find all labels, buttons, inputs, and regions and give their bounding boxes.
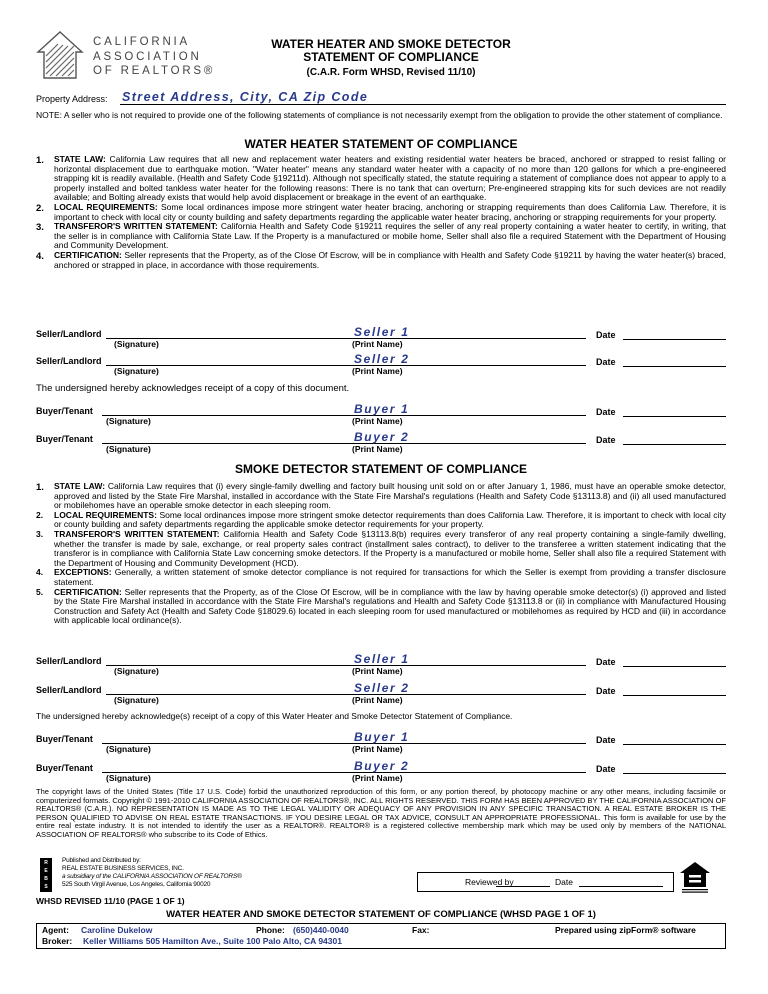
signature-label: (Signature) [114, 695, 159, 705]
car-logo-text [93, 35, 215, 79]
buyer-tenant-label: Buyer/Tenant [36, 763, 93, 773]
reviewed-by-box [417, 872, 674, 892]
signature-label: (Signature) [106, 744, 151, 754]
signature-line[interactable] [102, 772, 586, 773]
wh-item-2 [36, 203, 726, 222]
signature-label: (Signature) [114, 666, 159, 676]
wh-acknowledgement: The undersigned hereby acknowledges receipt of a copy of this document. [36, 383, 350, 394]
buyer-2-name[interactable]: Buyer 2 [354, 430, 410, 444]
sd-item-heading: EXCEPTIONS: [54, 567, 112, 578]
logo-line-2: ASSOCIATION [93, 50, 202, 63]
reviewed-by-label: Reviewed by [465, 877, 514, 887]
wh-buyer-2-signature-row [36, 430, 726, 460]
prepared-using: Prepared using zipForm® software [555, 925, 696, 935]
wh-item-1 [36, 155, 726, 203]
sd-item-number: 2. [36, 509, 44, 520]
date-line[interactable] [623, 366, 726, 367]
date-line[interactable] [623, 666, 726, 667]
date-label: Date [596, 357, 616, 367]
rebs-logo-icon: R E B S [40, 858, 52, 892]
signature-label: (Signature) [114, 339, 159, 349]
sd-item-heading: LOCAL REQUIREMENTS: [54, 509, 157, 520]
sd-item-5 [36, 588, 726, 626]
signature-line[interactable] [106, 694, 586, 695]
wh-item-heading: TRANSFEROR'S WRITTEN STATEMENT: [54, 221, 218, 232]
buyer-2-name[interactable]: Buyer 2 [354, 759, 410, 773]
date-label: Date [596, 657, 616, 667]
broker-value: Keller Williams 505 Hamilton Ave., Suite 100 Palo Alto, CA 94301 [83, 936, 342, 946]
date-label: Date [596, 735, 616, 745]
sd-acknowledgement: The undersigned hereby acknowledge(s) receipt of a copy of this Water Heater and Smoke Detector Statement of Compliance. [36, 711, 513, 721]
wh-item-heading: LOCAL REQUIREMENTS: [54, 201, 158, 212]
date-label: Date [596, 407, 616, 417]
sd-item-1 [36, 482, 726, 511]
wh-seller-2-signature-row [36, 352, 726, 382]
sd-item-number: 5. [36, 586, 44, 597]
sd-item-text: California Health and Safety Code §13113.8(b) requires every transferor of any real property containing a single-family dwelling, whether the transfer is made by sale, exchange, or real property sales contract (installment sales contract), to deliver to the transferee a written statement indicating that the transferor is in compliance with California State Law concerning smoke detectors. If the Property is a manufactured or mobile home, Seller shall also file a required Statement with the Department of Housing and Community Development (HCD). [54, 528, 726, 568]
signature-line[interactable] [106, 365, 586, 366]
buyer-1-name[interactable]: Buyer 1 [354, 402, 410, 416]
wh-item-number: 3. [36, 222, 44, 234]
copyright-notice: The copyright laws of the United States (Title 17 U.S. Code) forbid the unauthorized reproduction of this form, or any portion thereof, by photocopy machine or any other means, including facsimile or computerized formats. Copyright © 1991-2010 CALIFORNIA ASSOCIATION OF REALTORS®, INC. ALL RIGHTS RESERVED. THIS FORM HAS BEEN APPROVED BY THE CALIFORNIA ASSOCIATION OF REALTORS® (C.A.R.). NO REPRESENTATION IS MADE AS TO THE LEGAL VALIDITY OR ADEQUACY OF ANY PROVISION IN ANY SPECIFIC TRANSACTION. A REAL ESTATE BROKER IS THE PERSON QUALIFIED TO ADVISE ON REAL ESTATE TRANSACTIONS. IF YOU DESIRE LEGAL OR TAX ADVICE, CONSULT AN APPROPRIATE PROFESSIONAL. This form is available for use by the entire real estate industry. It is not intended to identify the user as a REALTOR®. REALTOR® is a registered collective membership mark which may be used only by members of the NATIONAL ASSOCIATION OF REALTORS® who subscribe to its Code of Ethics. [36, 787, 726, 839]
publisher-line-3: a subsidiary of the CALIFORNIA ASSOCIATION OF REALTORS® [62, 873, 242, 880]
sd-item-heading: CERTIFICATION: [54, 586, 122, 597]
sd-item-text: Some local ordinances impose more stringent smoke detector requirements than does California Law. Therefore, it is important to check with local city or county building and safety departments regarding the applicable smoke detector requirements for your property. [54, 509, 726, 530]
title-line-2: STATEMENT OF COMPLIANCE [303, 50, 479, 64]
sd-item-heading: STATE LAW: [54, 481, 106, 491]
water-heater-items [36, 155, 726, 270]
print-name-label: (Print Name) [352, 444, 403, 454]
print-name-label: (Print Name) [352, 366, 403, 376]
signature-line[interactable] [102, 443, 586, 444]
reviewed-by-line[interactable] [496, 886, 550, 887]
seller-1-name[interactable]: Seller 1 [354, 325, 410, 339]
signature-line[interactable] [102, 743, 586, 744]
smoke-detector-section-title: SMOKE DETECTOR STATEMENT OF COMPLIANCE [234, 462, 527, 476]
sd-item-number: 1. [36, 482, 44, 493]
wh-item-heading: CERTIFICATION: [54, 249, 122, 260]
property-address-row [36, 90, 726, 106]
seller-2-name[interactable]: Seller 2 [354, 352, 410, 366]
buyer-1-name[interactable]: Buyer 1 [354, 730, 410, 744]
print-name-label: (Print Name) [352, 666, 403, 676]
seller-landlord-label: Seller/Landlord [36, 356, 102, 366]
date-line[interactable] [623, 444, 726, 445]
form-id: (C.A.R. Form WHSD, Revised 11/10) [306, 67, 476, 78]
sd-item-number: 3. [36, 528, 44, 539]
date-label: Date [596, 435, 616, 445]
car-logo [36, 26, 236, 86]
wh-item-number: 1. [36, 155, 44, 166]
publisher-text [62, 857, 242, 889]
signature-line[interactable] [106, 338, 586, 339]
wh-buyer-1-signature-row [36, 402, 726, 432]
date-line[interactable] [623, 695, 726, 696]
fax-label: Fax: [412, 925, 430, 935]
seller-1-name[interactable]: Seller 1 [354, 652, 410, 666]
print-name-label: (Print Name) [352, 695, 403, 705]
date-label: Date [596, 330, 616, 340]
buyer-tenant-label: Buyer/Tenant [36, 434, 93, 444]
form-title [236, 38, 546, 78]
revision-label: WHSD REVISED 11/10 (PAGE 1 OF 1) [36, 896, 185, 906]
wh-item-number: 4. [36, 250, 44, 262]
sd-seller-2-signature-row [36, 681, 726, 711]
signature-label: (Signature) [106, 444, 151, 454]
review-date-line[interactable] [579, 886, 663, 887]
wh-item-text: California Law requires that all new and replacement water heaters and existing residential water heaters be braced, anchored or strapped to resist falling or horizontal displacement due to earthquake motion. "Water heater" means any standard water heater with a capacity of no more than 120 gallons for which a pre-engineered strapping kit is readily available. (Health and Safety Code §19211d). Although not specifically stated, the statute requiring a statement of compliance does not appear to apply to a properly installed and bolted tankless water heater for the following reasons: There is no tank that can overturn; Pre-engineered strapping kits for such devices are not readily available; and Bolting already exists that would help avoid displacement or breakage in the event of an earthquake. [54, 154, 727, 203]
signature-label: (Signature) [106, 416, 151, 426]
date-line[interactable] [623, 744, 726, 745]
broker-label: Broker: [42, 936, 73, 946]
wh-item-text: Seller represents that the Property, as of the Close Of Escrow, will be in compliance with Health and Safety Code §19211 by having the water heater(s) braced, anchored or strapped in place, in accordance with those requirements. [54, 249, 726, 270]
wh-item-4 [36, 251, 726, 270]
seller-landlord-label: Seller/Landlord [36, 656, 102, 666]
sd-buyer-1-signature-row [36, 730, 726, 760]
sd-item-text: Seller represents that the Property, as of the Close Of Escrow, will be in compliance with the law by having operable smoke detector(s) (i) approved and listed by the State Fire Marshal installed in accordance with the State Fire Marshal's regulations and Health and Safety Code §13113.8 or (ii) in compliance with Manufactured Housing Construction and Safety Act (Health and Safety Code §18029.6) located in each sleeping room for used manufactured or mobilehomes as required by HCD and (iii) in accordance with applicable local ordinance(s). [54, 586, 726, 626]
date-label: Date [596, 764, 616, 774]
logo-line-1: CALIFORNIA [93, 36, 191, 48]
sd-item-number: 4. [36, 567, 44, 578]
car-house-logo-icon [36, 30, 84, 82]
sd-item-heading: TRANSFEROR'S WRITTEN STATEMENT: [54, 528, 220, 539]
date-line[interactable] [623, 416, 726, 417]
publisher-block [36, 856, 726, 896]
publisher-line-2: REAL ESTATE BUSINESS SERVICES, INC. [62, 865, 184, 872]
footer-title: WATER HEATER AND SMOKE DETECTOR STATEMENT OF COMPLIANCE (WHSD PAGE 1 OF 1) [166, 909, 596, 920]
property-address-field[interactable]: Street Address, City, CA Zip Code [122, 90, 369, 104]
wh-item-number: 2. [36, 202, 44, 214]
seller-landlord-label: Seller/Landlord [36, 685, 102, 695]
sd-seller-1-signature-row [36, 652, 726, 682]
seller-2-name[interactable]: Seller 2 [354, 681, 410, 695]
sd-buyer-2-signature-row [36, 759, 726, 789]
agent-label: Agent: [42, 925, 69, 935]
buyer-tenant-label: Buyer/Tenant [36, 734, 93, 744]
agent-name: Caroline Dukelow [81, 925, 153, 935]
date-line[interactable] [623, 339, 726, 340]
review-date-label: Date [555, 877, 573, 887]
date-label: Date [596, 686, 616, 696]
sd-item-3 [36, 530, 726, 568]
wh-item-text: Some local ordinances impose more stringent water heater bracing, anchoring or strapping requirements than does California Law. Therefore, it is important to check with local city or county building and safety departments regarding the applicable water heater bracing, anchoring or strapping requirements for your property. [54, 201, 726, 222]
wh-item-heading: STATE LAW: [54, 154, 106, 164]
signature-line[interactable] [102, 415, 586, 416]
publisher-line-1: Published and Distributed by: [62, 857, 141, 864]
title-line-1: WATER HEATER AND SMOKE DETECTOR [271, 37, 511, 51]
agent-info-box [36, 923, 726, 949]
signature-label: (Signature) [106, 773, 151, 783]
seller-landlord-label: Seller/Landlord [36, 329, 102, 339]
water-heater-section-title: WATER HEATER STATEMENT OF COMPLIANCE [244, 137, 518, 151]
signature-label: (Signature) [114, 366, 159, 376]
print-name-label: (Print Name) [352, 339, 403, 349]
sd-item-2 [36, 511, 726, 530]
print-name-label: (Print Name) [352, 416, 403, 426]
sd-item-4 [36, 568, 726, 587]
smoke-detector-items [36, 482, 726, 626]
print-name-label: (Print Name) [352, 744, 403, 754]
phone-value: (650)440-0040 [293, 925, 349, 935]
print-name-label: (Print Name) [352, 773, 403, 783]
phone-label: Phone: [256, 925, 285, 935]
buyer-tenant-label: Buyer/Tenant [36, 406, 93, 416]
sd-item-text: Generally, a written statement of smoke detector compliance is not required for transactions for which the Seller is exempt from providing a transfer disclosure statement. [54, 567, 726, 587]
logo-line-3: OF REALTORS® [93, 65, 216, 77]
wh-item-3 [36, 222, 726, 251]
signature-line[interactable] [106, 665, 586, 666]
wh-item-text: California Health and Safety Code §19211 requires the seller of any real property containing a water heater to certify, in writing, that the seller is in compliance with California State Law. If the Property is a manufactured or mobile home, Seller shall also file a required Statement with the Department of Housing and Community Development. [54, 221, 726, 251]
note-text: NOTE: A seller who is not required to provide one of the following statements of compliance is not necessarily exempt from the obligation to provide the other statement of compliance. [36, 110, 723, 120]
publisher-line-4: 525 South Virgil Avenue, Los Angeles, California 90020 [62, 881, 211, 888]
sd-item-text: California Law requires that (i) every single-family dwelling and factory built housing unit sold on or after January 1, 1986, must have an operable smoke detector, approved and listed by the State Fire Marshal, installed in accordance with the State Fire Marshal's regulations (Health and Safety Code §13113.8) and (ii) all used manufactured or mobilehomes have an operable smoke detector in each sleeping room. [54, 481, 726, 511]
equal-housing-opportunity-icon [678, 860, 712, 894]
property-address-label: Property Address: [36, 94, 108, 104]
property-address-underline [120, 104, 726, 105]
date-line[interactable] [623, 773, 726, 774]
